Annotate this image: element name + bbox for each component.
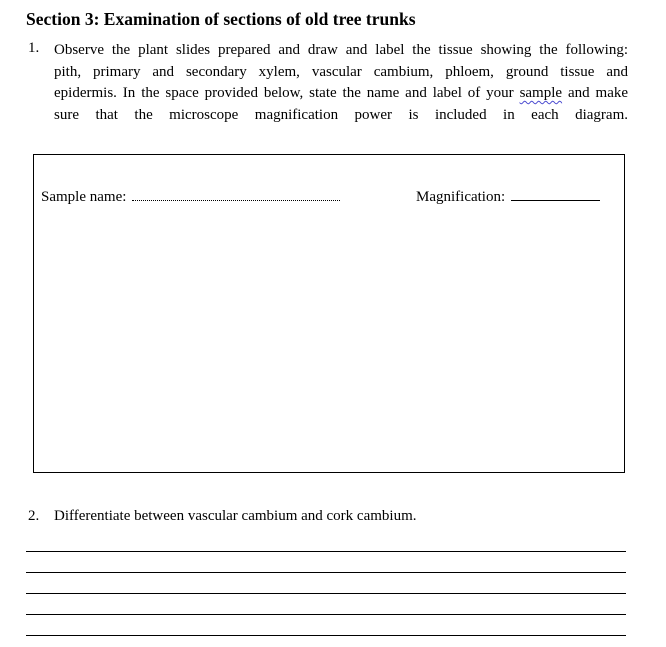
magnification-blank[interactable] bbox=[511, 186, 600, 201]
answer-line[interactable] bbox=[26, 572, 626, 573]
magnification-field[interactable] bbox=[416, 186, 600, 206]
answer-line[interactable] bbox=[26, 551, 626, 552]
question-1-line-1: Observe the plant slides prepared and draw and label the tissue showing the following: bbox=[54, 42, 628, 58]
sample-name-label: Sample name: bbox=[41, 189, 127, 205]
answer-line[interactable] bbox=[26, 614, 626, 615]
answer-line[interactable] bbox=[26, 593, 626, 594]
question-1-line-3-end: and make bbox=[567, 85, 629, 101]
spellcheck-word: sample bbox=[519, 85, 563, 101]
question-2-number: 2. bbox=[28, 508, 40, 524]
drawing-box[interactable] bbox=[33, 154, 625, 473]
question-1-line-3-start: epidermis. In the space provided below, state the name and label of your bbox=[54, 85, 514, 101]
magnification-label: Magnification: bbox=[416, 189, 506, 205]
question-1-line-3 bbox=[54, 83, 628, 105]
question-1-line-2: pith, primary and secondary xylem, vascular cambium, phloem, ground tissue and bbox=[54, 63, 628, 80]
section-title: Section 3: Examination of sections of old tree trunks bbox=[26, 9, 416, 29]
sample-name-field[interactable] bbox=[41, 186, 340, 206]
question-2-text: Differentiate between vascular cambium and cork cambium. bbox=[54, 508, 417, 524]
question-1-text bbox=[54, 40, 628, 126]
question-1-number: 1. bbox=[28, 40, 40, 56]
sample-name-blank[interactable] bbox=[132, 186, 340, 201]
answer-line[interactable] bbox=[26, 635, 626, 636]
question-1-line-4: sure that the microscope magnification power is included in each diagram. bbox=[54, 106, 628, 123]
